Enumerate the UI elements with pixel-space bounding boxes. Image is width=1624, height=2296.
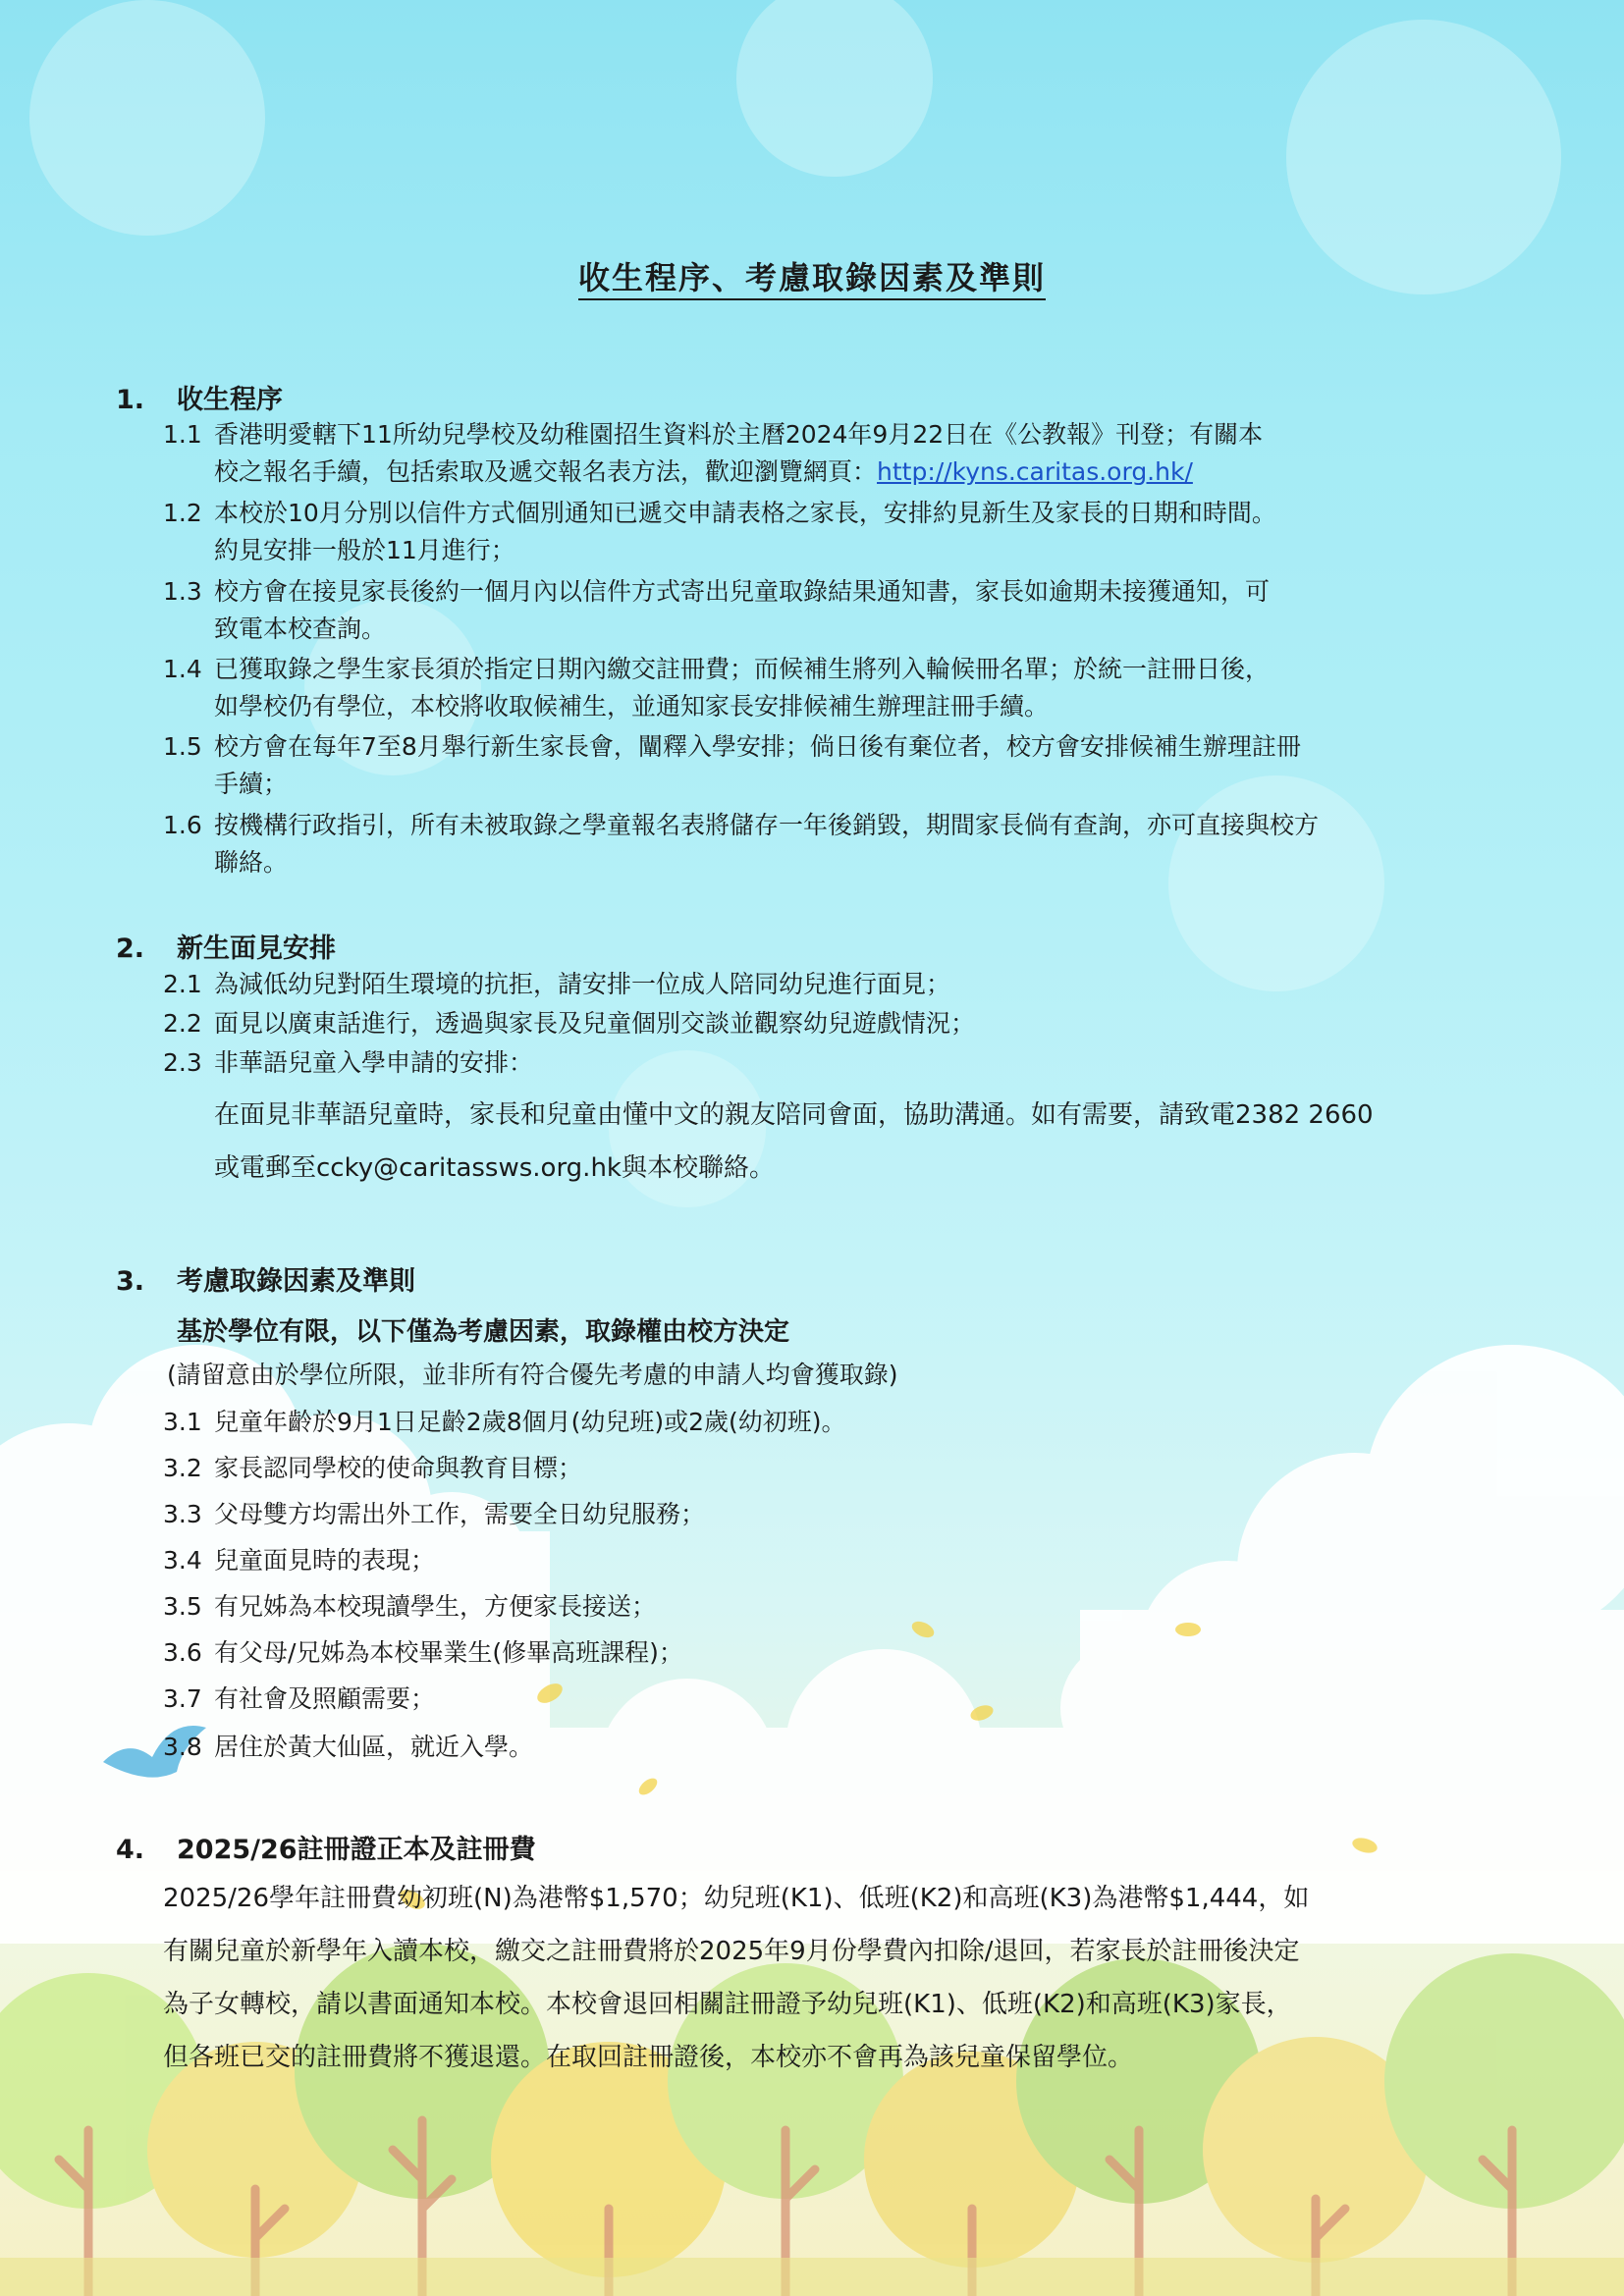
section-1-heading: 1. 收生程序 (116, 385, 283, 415)
list-item-1-5: 1.5 校方會在每年7至8月舉行新生家長會，闡釋入學安排；倘日後有棄位者，校方會安排候補生辦理註冊 手續； (163, 732, 1301, 798)
non-chinese-arrangement-text: 在面見非華語兒童時，家長和兒童由懂中文的親友陪同會面，協助溝通。如有需要，請致電2382 2660 或電郵至ccky@caritassws.org.hk與本校聯絡。 (214, 1100, 1374, 1183)
section-3-note: (請留意由於學位所限，並非所有符合優先考慮的申請人均會獲取錄) (167, 1361, 898, 1389)
section-4-heading: 4. 2025/26註冊證正本及註冊費 (116, 1835, 536, 1865)
section-3-subheading: 基於學位有限，以下僅為考慮因素，取錄權由校方決定 (177, 1317, 790, 1347)
list-item-2-2: 2.2 面見以廣東話進行，透過與家長及兒童個別交談並觀察幼兒遊戲情況； (163, 1009, 976, 1038)
list-item-1-3: 1.3 校方會在接見家長後約一個月內以信件方式寄出兒童取錄結果通知書，家長如逾期未接獲通知，可 致電本校查詢。 (163, 577, 1271, 643)
list-item-3-2: 3.2 家長認同學校的使命與教育目標； (163, 1454, 583, 1482)
list-item-3-6: 3.6 有父母/兄姊為本校畢業生(修畢高班課程)； (163, 1638, 683, 1667)
registration-fee-paragraph: 2025/26學年註冊費幼初班(N)為港幣$1,570；幼兒班(K1)、低班(K2)和高班(K3)為港幣$1,444，如 有關兒童於新學年入讀本校，繳交之註冊費將於2025年9月份學費內扣除/退回，若家長於註冊後決定 為子女轉校，請以書面通知本校。本校會退回相關註冊證予幼兒班(K1)、低班(K2)和高班(K3)家長， 但各班已交的註冊費將不獲退還。在取回註冊證後，本校亦不會再為該兒童保留學位。 (163, 1884, 1310, 2072)
list-item-3-1: 3.1 兒童年齡於9月1日足齡2歲8個月(幼兒班)或2歲(幼初班)。 (163, 1408, 846, 1436)
list-item-2-3: 2.3 非華語兒童入學申請的安排： (163, 1048, 534, 1077)
page-title: 收生程序、考慮取錄因素及準則 (0, 253, 1624, 298)
website-link[interactable]: http://kyns.caritas.org.hk/ (877, 457, 1193, 486)
list-item-1-6: 1.6 按機構行政指引，所有未被取錄之學童報名表將儲存一年後銷毀，期間家長倘有查詢，亦可直接與校方 聯絡。 (163, 811, 1320, 877)
list-item-3-3: 3.3 父母雙方均需出外工作，需要全日幼兒服務； (163, 1500, 706, 1528)
section-3-heading: 3. 考慮取錄因素及準則 (116, 1266, 415, 1297)
section-2-heading: 2. 新生面見安排 (116, 934, 336, 964)
list-item-3-4: 3.4 兒童面見時的表現； (163, 1546, 436, 1575)
list-item-3-7: 3.7 有社會及照顧需要； (163, 1684, 436, 1713)
list-item-1-1: 1.1 香港明愛轄下11所幼兒學校及幼稚園招生資料於主曆2024年9月22日在《公教報》刊登；有關本 校之報名手續，包括索取及遞交報名表方法，歡迎瀏覽網頁：http://kyns.caritas.org.hk/ (163, 420, 1264, 486)
list-item-1-2: 1.2 本校於10月分別以信件方式個別通知已遞交申請表格之家長，安排約見新生及家長的日期和時間。 約見安排一般於11月進行； (163, 499, 1276, 564)
list-item-3-5: 3.5 有兄姊為本校現讀學生，方便家長接送； (163, 1592, 657, 1621)
list-item-2-1: 2.1 為減低幼兒對陌生環境的抗拒，請安排一位成人陪同幼兒進行面見； (163, 970, 951, 998)
list-item-1-4: 1.4 已獲取錄之學生家長須於指定日期內繳交註冊費；而候補生將列入輪候冊名單；於統一註冊日後， 如學校仍有學位，本校將收取候補生，並通知家長安排候補生辦理註冊手續。 (163, 655, 1271, 721)
list-item-3-8: 3.8 居住於黃大仙區，就近入學。 (163, 1733, 534, 1761)
